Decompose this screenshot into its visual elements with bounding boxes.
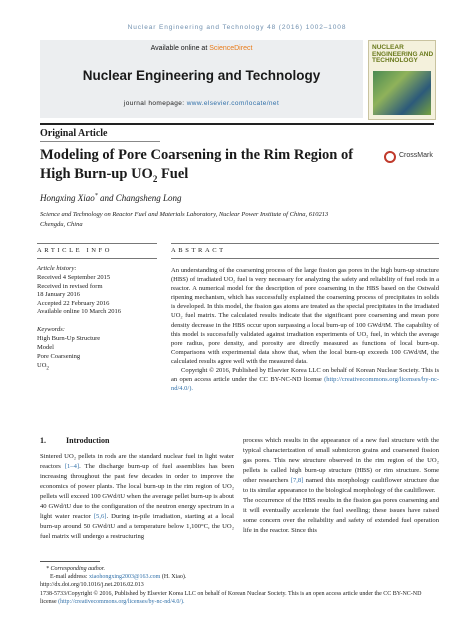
header-rule [40,123,434,125]
keyword: Model [37,344,54,351]
author-list: Hongxing Xiao* and Changsheng Long [40,193,182,203]
email-link[interactable]: xiaohongxing2003@163.com [89,574,161,580]
author-2[interactable]: Changsheng Long [115,193,182,203]
section-heading: 1. Introduction [40,436,110,445]
running-head: Nuclear Engineering and Technology 48 (2016) 1002–1008 [127,24,347,31]
cover-title: NUCLEAR ENGINEERING AND TECHNOLOGY [372,44,434,64]
body-column-right [243,436,439,536]
body-text: process which results in the appearance of a new fuel structure with the typical characterization of small submicron grains and coarsened fission gas pores. This new structure observed in the rim region of the UO₂ pellets is called high burn-up structure (HBS) or rim structure. Some other researchers [243,437,439,484]
abstract-heading: ABSTRACT [171,247,226,254]
journal-homepage [40,100,363,107]
email-line: E-mail address: xiaohongxing2003@163.com (H. Xiao). [50,574,187,580]
journal-title: Nuclear Engineering and Technology [82,68,321,83]
history-label: Article history: [37,265,77,272]
body-text: Sintered UO₂ pellets in rods are the standard nuclear fuel in light water reactors [40,453,234,470]
body-text: . During in-pile irradiation, starting at a local burn-up around 50 GWd/tU and a temperature below 1,100°C, the UO₂ fuel matrix will undergo a restructuring [40,513,235,540]
crossmark-icon [384,151,396,163]
abstract-text: An understanding of the coarsening process of the large fission gas pores in the high burn-up structure (HBS) of irradiated UO₂ fuel is very necessary for analyzing the safety and reliability of fuel rods in a reactor. A numerical model for the description of pore coarsening in the HBS based on the Ostwald ripening mechanism, which has successfully explained the coarsening process of precipitates in solids is developed. In this model, the fission gas atoms are treated as the special precipitates in the irradiated UO₂ fuel matrix. The calculated results indicate that the significant pore coarsening and mean pore density decrease in the HBS occur upon surpassing a local burn-up of 100 GWd/tM. The capability of this model is successfully validated against irradiation experiments of UO₂ fuel, in which the average pore radius, pore density, and porosity are directly measured as functions of local burn-up. Comparisons with experimental data show that, when the local burn-up exceeds 100 GWd/tM, the calculated results agree well with the measured data. Copyright © 2016, Published by Elsevier Korea LLC on behalf of Korean Nuclear Society. This is an open access article under the CC BY-NC-ND license (http://creativecommons.org/licenses/by-nc-nd/4.0/). [171,267,440,393]
body-text: named this morphology cauliflower structure due to its similar appearance to the biological morphology of the cauliflower. [243,477,439,494]
doi-link[interactable]: http://dx.doi.org/10.1016/j.net.2016.02.013 [40,582,144,588]
history-line: Available online 10 March 2016 [37,308,121,315]
article-info-rule-bottom [37,258,157,259]
abstract-rule-bottom [171,258,439,259]
title-line-2: High Burn-up $UO_2$ Fuel [40,166,189,184]
article-info-rule-top [37,243,157,244]
keyword: High Burn-Up Structure [37,335,101,342]
issn-line: 1738-5733/Copyright © 2016, Published by Elsevier Korea LLC on behalf of Korean Nuclear Society. This is an open access article under the CC BY-NC-ND license (http://creativecommons.org/licenses/by-nc-nd/4.0/). [40,591,422,605]
author-1[interactable]: Hongxing Xiao [40,193,95,203]
history-line: 18 January 2016 [37,291,80,298]
citation-link[interactable]: [1–4] [64,463,80,470]
footnote-rule [40,561,100,562]
title-line-1: Modeling of Pore Coarsening in the Rim Region of [40,147,354,163]
article-info-heading: ARTICLE INFO [37,247,113,254]
article-type: Original Article [40,128,108,139]
body-text: The occurrence of the HBS results in the fission gas pores coarsening and it will eventually accelerate the fuel swelling; these issues have raised some concern over the reliability and safety of extended fuel operation life in the reactor. Since this [243,497,439,534]
history-line: Received 4 September 2015 [37,274,111,281]
available-online [40,45,363,52]
license-link[interactable]: (http://creativecommons.org/licenses/by-nc-nd/4.0/). [171,376,440,393]
history-line: Received in revised form [37,282,103,290]
corresponding-note: * Corresponding author. [46,566,105,572]
sciencedirect-link[interactable]: ScienceDirect [209,45,253,52]
crossmark-badge[interactable] [384,150,436,164]
issn-license-link[interactable]: (http://creativecommons.org/licenses/by-nc-nd/4.0/). [58,599,185,605]
corresponding-mark: * [94,193,98,199]
homepage-prefix: journal homepage: [123,100,187,107]
article-title [40,146,380,189]
keyword: $UO_2$ [37,362,49,372]
copyright-notice: Copyright © 2016, Published by Elsevier Korea LLC on behalf of Korean Nuclear Society. This is an open access article under the CC BY-NC-ND license (http://creativecommons.org/licenses/by-nc-nd/4.0/). [171,367,440,393]
crossmark-label: CrossMark [399,152,433,159]
keyword: Pore Coarsening [37,353,81,360]
affiliation: Science and Technology on Reactor Fuel and Materials Laboratory, Nuclear Power Institute of China, 610213 Chengdu, China [40,211,329,228]
history-line: Accepted 22 February 2016 [37,299,110,307]
keywords-label: Keywords: [37,326,65,333]
abstract-rule-top [171,243,439,244]
article-type-rule [40,141,160,142]
citation-link[interactable]: [7,8] [290,477,304,484]
body-text: . The discharge burn-up of fuel assemblies has been increasing throughout the past few decades in order to improve the economics of power plants. The local burn-up in the rim region of UO₂ pellets will exceed 100 GWd/tU when the average pellet burn-up is about 40 GWd/tU due to the configuration of the neutron energy spectrum in a light water reactor [40,463,234,520]
available-prefix: Available online at [150,45,210,52]
citation-link[interactable]: [5,6] [93,513,107,520]
body-column-left [40,452,234,542]
journal-cover-image [368,40,436,120]
cover-picture [373,71,431,115]
homepage-link[interactable]: www.elsevier.com/locate/net [186,100,280,107]
